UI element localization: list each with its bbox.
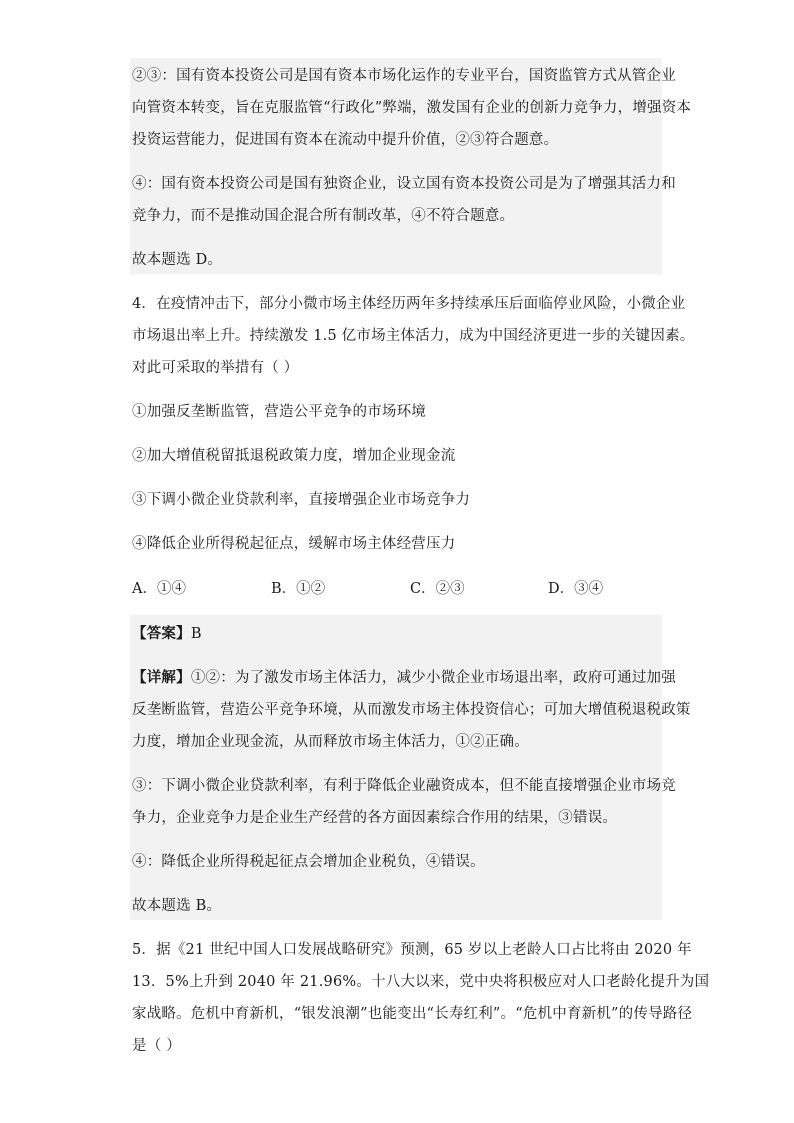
- option-b: B．①②: [271, 581, 326, 597]
- detail-line: 争力，企业竞争力是企业生产经营的各方面因素综合作用的结果，③错误。: [132, 810, 618, 826]
- option-d: D．③④: [548, 581, 604, 597]
- solution-paragraph-line: ②③：国有资本投资公司是国有资本市场化运作的专业平台，国资监管方式从管企业: [132, 68, 676, 84]
- solution-paragraph-line: 投资运营能力，促进国有资本在流动中提升价值，②③符合题意。: [132, 132, 559, 148]
- detail-text: ①②：为了激发市场主体活力，减少小微企业市场退出率，政府可通过加强: [190, 670, 676, 686]
- question-5-stem-line: 5．据《21 世纪中国人口发展战略研究》预测，65 岁以上老龄人口占比将由 2020 年: [132, 942, 692, 958]
- answer-line: [132, 624, 672, 644]
- solution-paragraph-line: 向管资本转变，旨在克服监管“行政化”弊端，激发国有企业的创新力竞争力，增强资本: [132, 100, 692, 116]
- option-a: A．①④: [132, 581, 186, 597]
- detail-line: 力度，增加企业现金流，从而释放市场主体活力，①②正确。: [132, 734, 529, 750]
- option-c: C．②③: [410, 581, 465, 597]
- question-4-stem-line: 市场退出率上升。持续激发 1.5 亿市场主体活力，成为中国经济更进一步的关键因素。: [132, 328, 695, 344]
- question-5-stem-line: 是（ ）: [132, 1038, 181, 1054]
- answer-value: B: [190, 626, 202, 642]
- detail-line: 反垄断监管，营造公平竞争环境，从而激发市场主体投资信心；可加大增值税退税政策: [132, 702, 691, 718]
- detail-line: ③：下调小微企业贷款利率，有利于降低企业融资成本，但不能直接增强企业市场竞: [132, 778, 676, 794]
- question-4-item: ①加强反垄断监管，营造公平竞争的市场环境: [132, 404, 426, 420]
- question-5-stem-line: 13．5%上升到 2040 年 21.96%。十八大以来，党中央将积极应对人口老龄化提升为国: [132, 974, 710, 990]
- question-4-item: ②加大增值税留抵退税政策力度，增加企业现金流: [132, 448, 456, 464]
- solution-conclusion: 故本题选 D。: [132, 252, 223, 268]
- solution-paragraph-line: ④：国有资本投资公司是国有独资企业，设立国有资本投资公司是为了增强其活力和: [132, 176, 676, 192]
- detail-line: [132, 668, 676, 688]
- answer-block-q4: [130, 615, 662, 920]
- question-4-item: ④降低企业所得税起征点，缓解市场主体经营压力: [132, 536, 456, 552]
- question-4-stem-line: 对此可采取的举措有（ ）: [132, 360, 299, 376]
- question-4-stem-line: 4．在疫情冲击下，部分小微市场主体经历两年多持续承压后面临停业风险，小微企业: [132, 296, 686, 312]
- solution-paragraph-line: 竞争力，而不是推动国企混合所有制改革，④不符合题意。: [132, 208, 515, 224]
- question-5-stem-line: 家战略。危机中育新机，“银发浪潮”也能变出“长寿红利”。“危机中育新机”的传导路径: [132, 1006, 693, 1022]
- solution-conclusion: 故本题选 B。: [132, 898, 222, 914]
- question-4-item: ③下调小微企业贷款利率，直接增强企业市场竞争力: [132, 492, 471, 508]
- solution-block-q3: [130, 58, 662, 274]
- detail-line: ④：降低企业所得税起征点会增加企业税负，④错误。: [132, 854, 485, 870]
- answer-tag: 【答案】: [132, 625, 191, 642]
- detail-tag: 【详解】: [132, 669, 191, 686]
